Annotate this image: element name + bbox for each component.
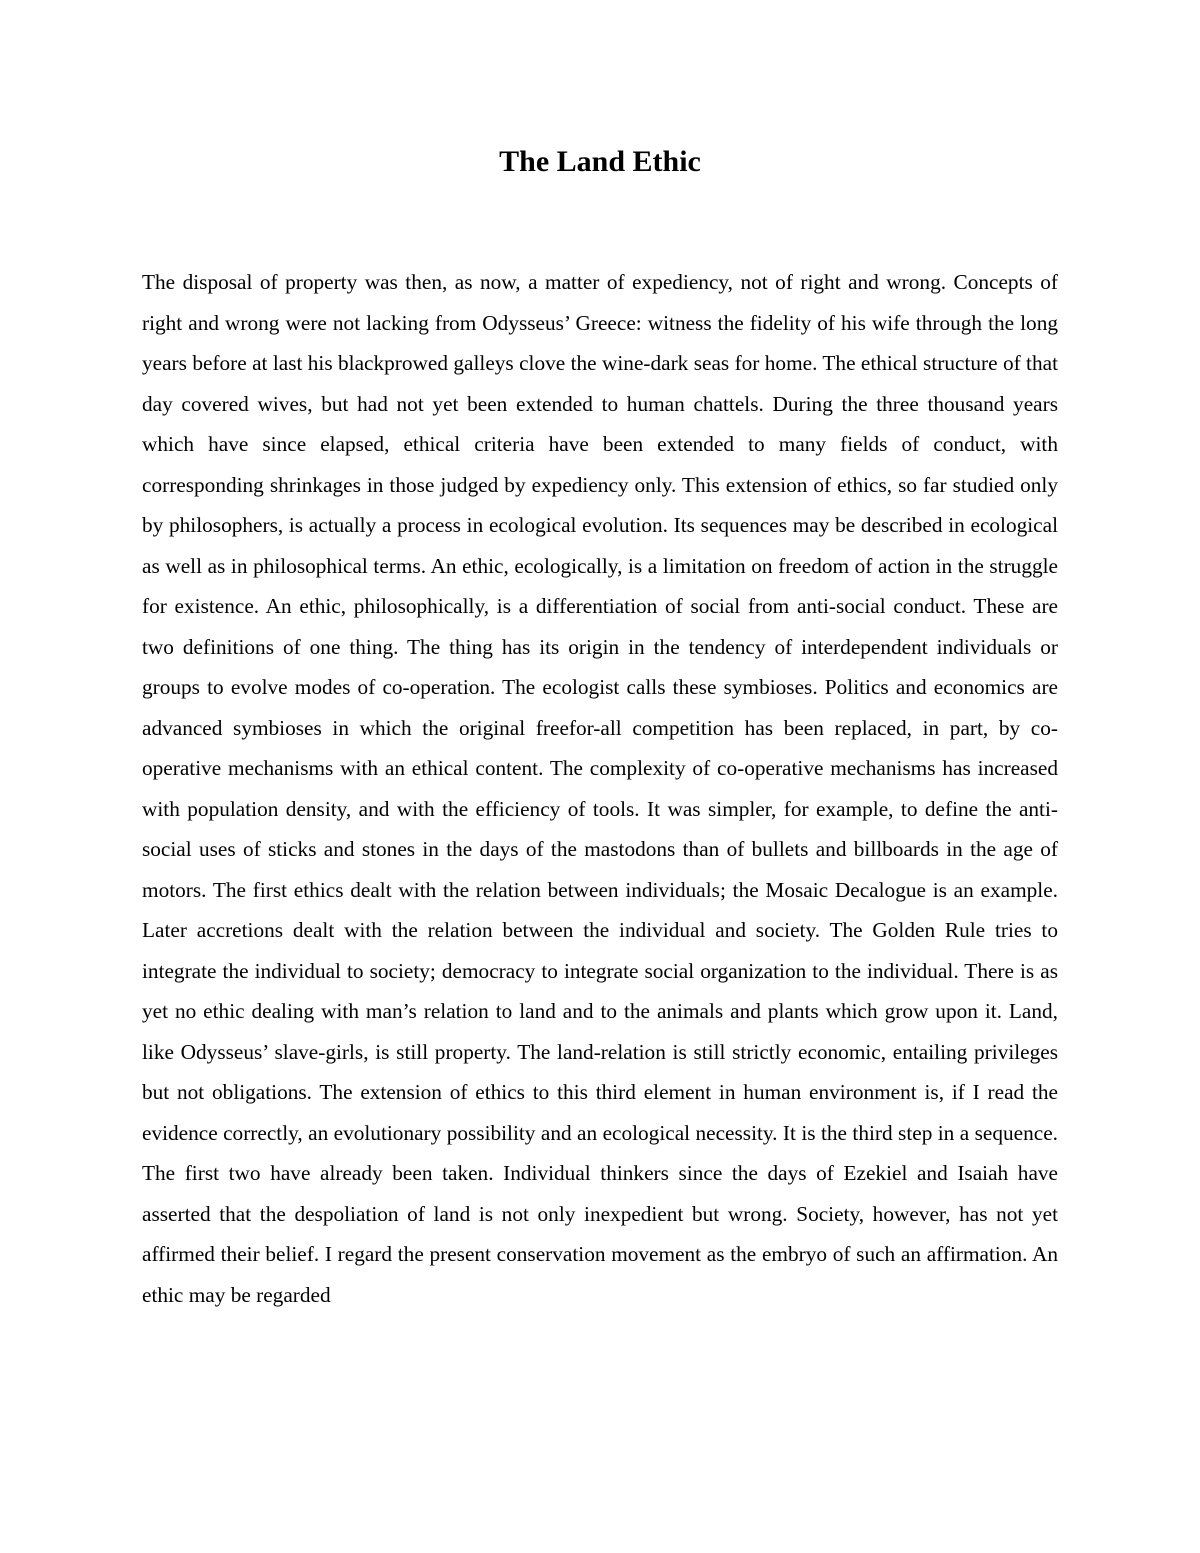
body-paragraph: The disposal of property was then, as now, a matter of expediency, not of right and wrong. Concepts of right and wrong were not lacking from Odysseus’ Greece: witness the fidelity of his wife through the long years before at last his blackprowed galleys clove the wine-dark seas for home. The ethical structure of that day covered wives, but had not yet been extended to human chattels. During the three thousand years which have since elapsed, ethical criteria have been extended to many fields of conduct, with corresponding shrinkages in those judged by expediency only. This extension of ethics, so far studied only by philosophers, is actually a process in ecological evolution. Its sequences may be described in ecological as well as in philosophical terms. An ethic, ecologically, is a limitation on freedom of action in the struggle for existence. An ethic, philosophically, is a differentiation of social from anti-social conduct. These are two definitions of one thing. The thing has its origin in the tendency of interdependent individuals or groups to evolve modes of co-operation. The ecologist calls these symbioses. Politics and economics are advanced symbioses in which the original freefor-all competition has been replaced, in part, by co-operative mechanisms with an ethical content. The complexity of co-operative mechanisms has increased with population density, and with the efficiency of tools. It was simpler, for example, to define the anti-social uses of sticks and stones in the days of the mastodons than of bullets and billboards in the age of motors. The first ethics dealt with the relation between individuals; the Mosaic Decalogue is an example. Later accretions dealt with the relation between the individual and society. The Golden Rule tries to integrate the individual to society; democracy to integrate social organization to the individual. There is as yet no ethic dealing with man’s relation to land and to the animals and plants which grow upon it. Land, like Odysseus’ slave-girls, is still property. The land-relation is still strictly economic, entailing privileges but not obligations. The extension of ethics to this third element in human environment is, if I read the evidence correctly, an evolutionary possibility and an ecological necessity. It is the third step in a sequence. The first two have already been taken. Individual thinkers since the days of Ezekiel and Isaiah have asserted that the despoliation of land is not only inexpedient but wrong. Society, however, has not yet affirmed their belief. I regard the present conservation movement as the embryo of such an affirmation. An ethic may be regarded xyxy=(142,270,1058,1307)
document-title: The Land Ethic xyxy=(499,145,701,178)
